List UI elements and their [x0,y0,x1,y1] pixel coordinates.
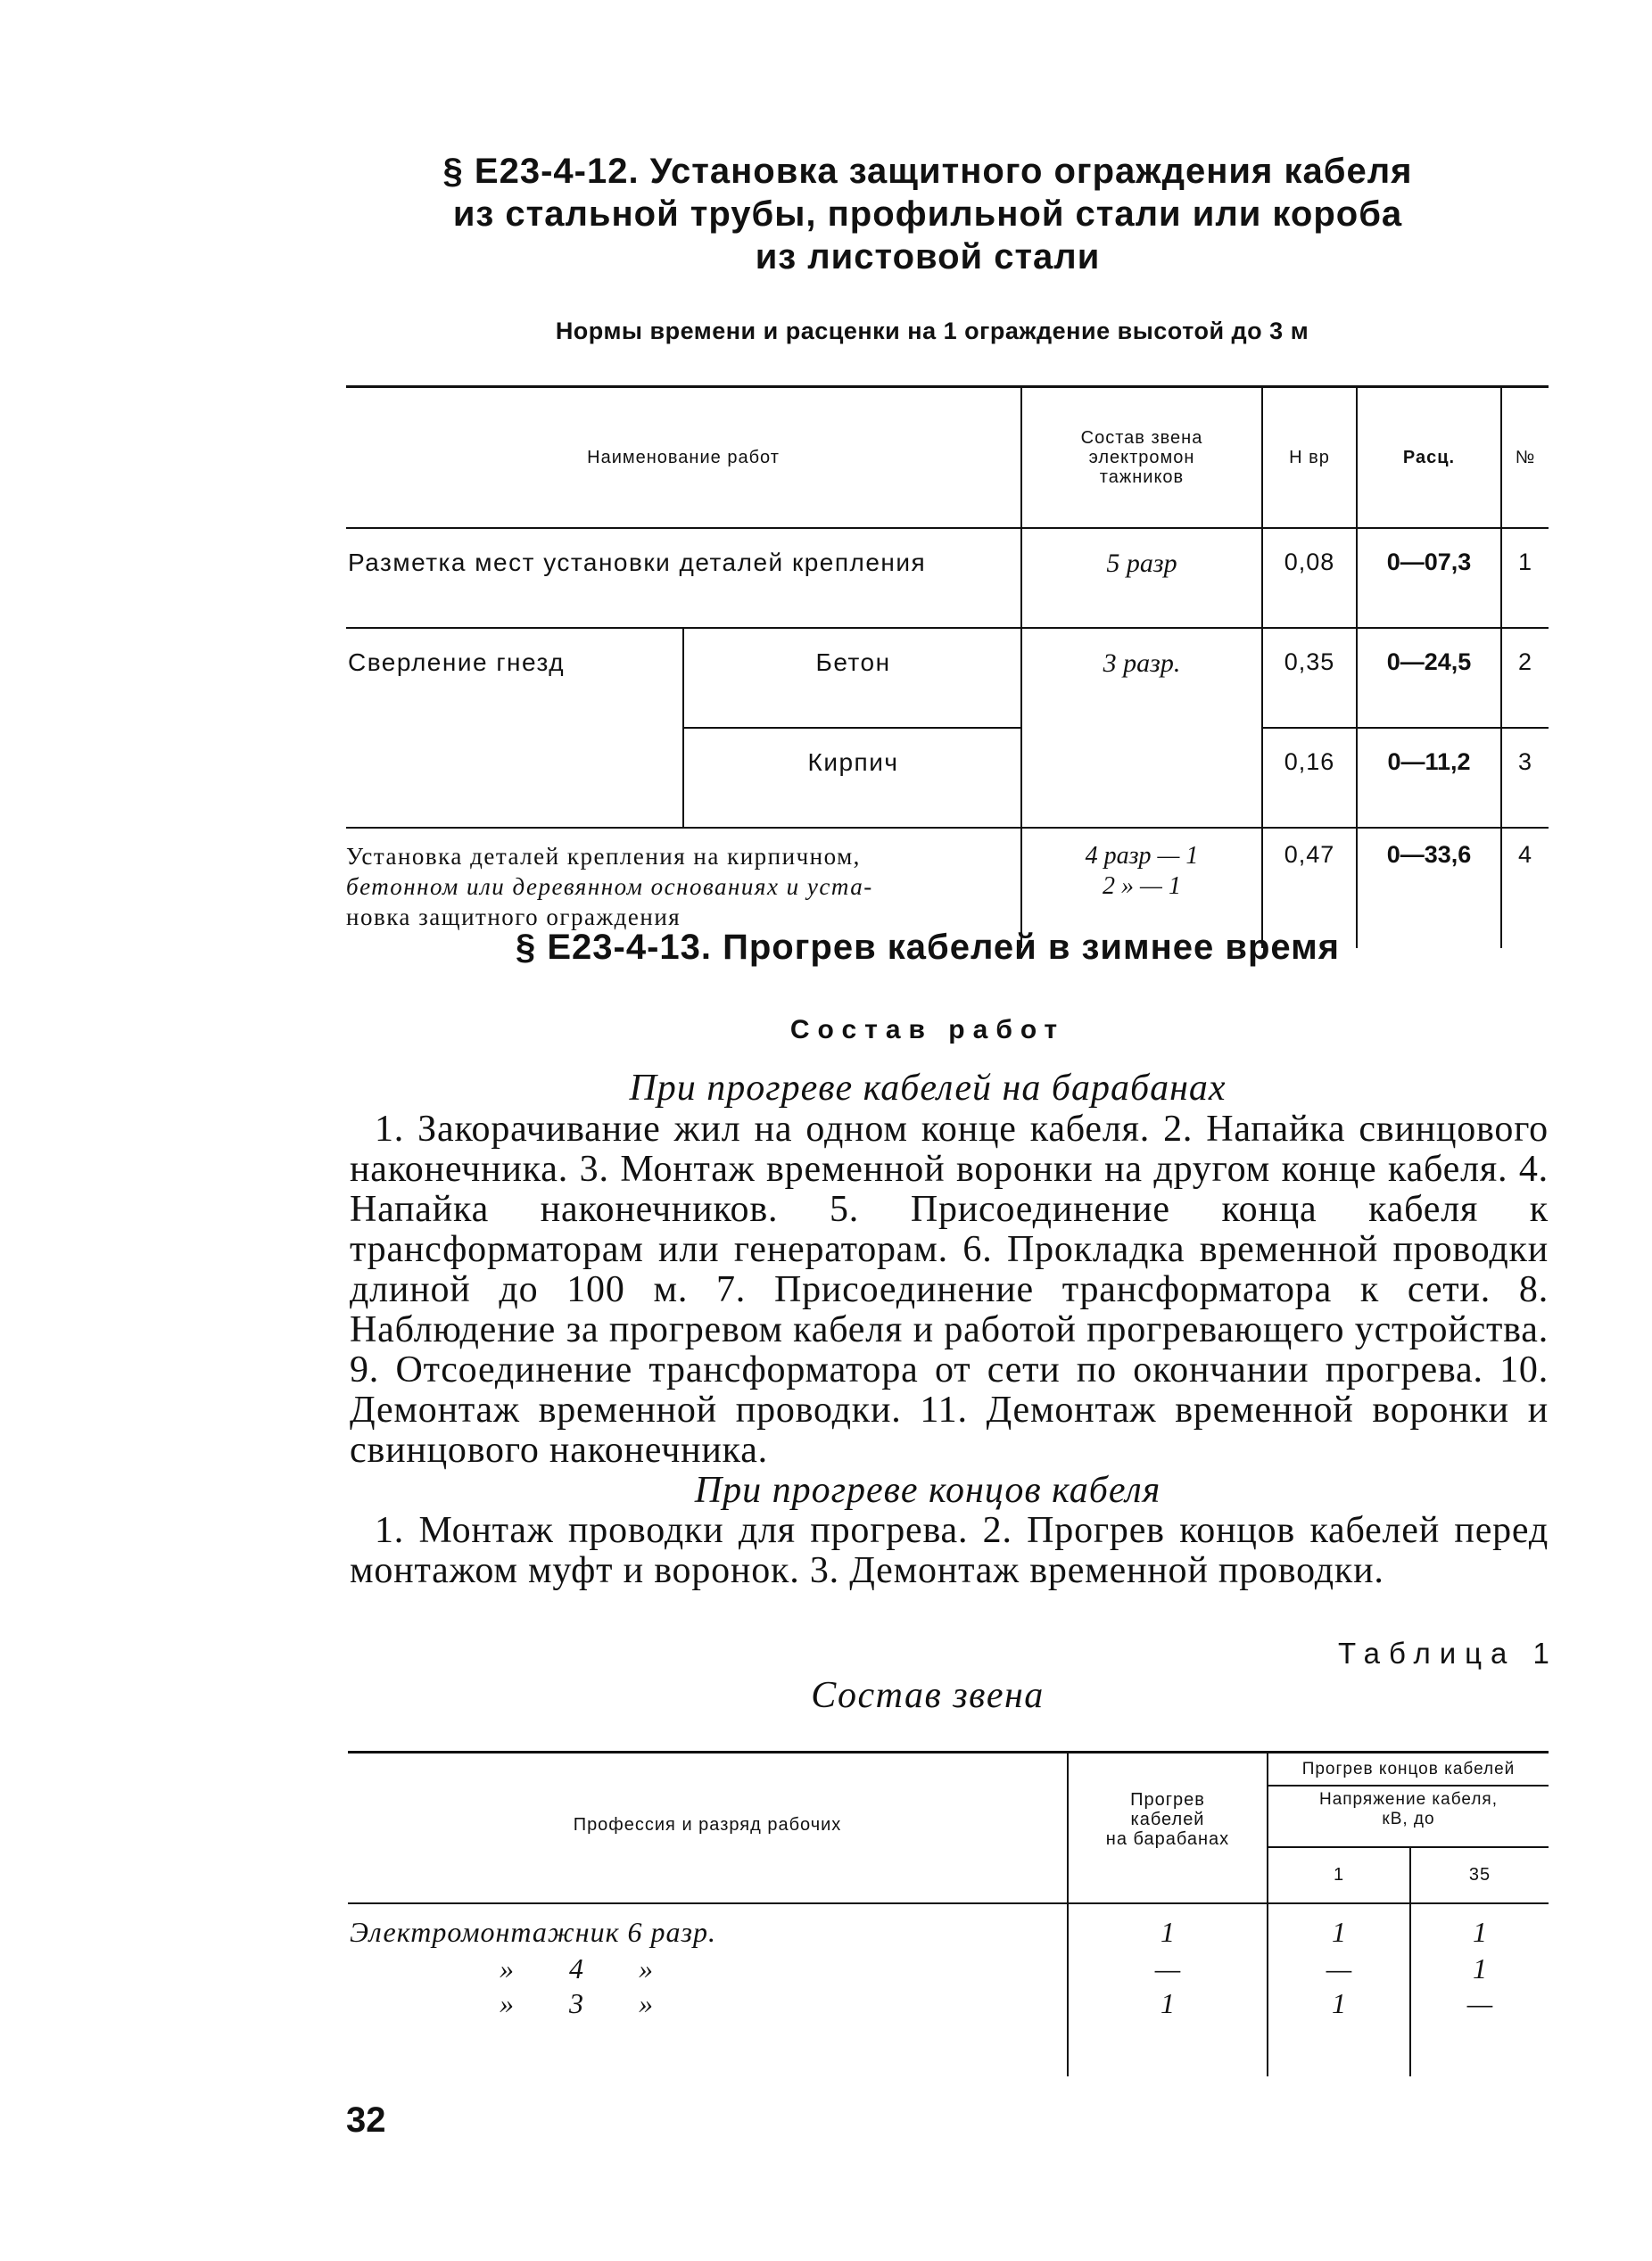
section-title-line: § Е23-4-12. Установка защитного ограждения кабеля [442,152,1413,191]
row-drums: 1 [1161,1987,1175,2019]
composition-title: Состав работ [789,1015,1066,1044]
header-crew [1021,387,1262,529]
row-profession: » 3 » [500,1987,654,2019]
row-v35: 1 [1473,1916,1487,1948]
row-profession: » 4 » [500,1952,654,1985]
row-num: 1 [1501,528,1549,628]
row-rate: 0—07,3 [1357,528,1501,628]
table-row [346,628,1549,728]
header-crew-line: электромон [1088,448,1195,467]
header-v1: 1 [1333,1865,1345,1885]
table-top-rule [348,1751,1549,1754]
ends-subtitle: При прогреве концов кабеля [694,1470,1161,1511]
header-subrule [1268,1846,1549,1848]
header-voltage-line: Напряжение кабеля, [1318,1790,1498,1809]
row-rate: 0—11,2 [1357,728,1501,828]
row-v1: — [1326,1952,1352,1985]
header-ends: Прогрев концов кабелей [1301,1760,1516,1778]
row-norm: 0,35 [1262,628,1357,728]
header-drums-line: кабелей [1130,1810,1205,1829]
row-v35: — [1466,1987,1493,2019]
row-work-name-line: бетонном или деревянном основаниях и уста- [346,873,873,900]
table-row [346,528,1549,628]
header-drums-line: Прогрев [1130,1790,1205,1810]
drums-paragraph: 1. Закорачивание жил на одном конце кабеля. 2. Напайка свинцового наконечника. 3. Монтаж временной воронки на другом конце кабеля. 4. Напайка наконечников. 5. Присоединение конца кабеля к трансформаторам или генераторам. 6. Прокладка временной проводки длиной до 100 м. 7. Присоединение трансформатора к сети. 8. Наблюдение за прогревом кабеля и работой прогревающего устройства. 9. Отсоединение трансформатора от сети по окончании прогрева. 10. Демонтаж временной проводки. 11. Демонтаж временной воронки и свинцового наконечника. [350,1109,1549,1471]
header-num: № [1501,387,1549,529]
row-v1: 1 [1332,1987,1346,2019]
row-crew [1021,728,1262,828]
table-header-rule [348,1902,1549,1904]
table-label: Таблица 1 [1338,1637,1558,1670]
row-work-name: Сверление гнезд [346,628,683,828]
row-material: Кирпич [683,728,1021,828]
row-norm: 0,47 [1262,828,1357,948]
section-title-e23-4-13: § Е23-4-13. Прогрев кабелей в зимнее время [515,928,1341,967]
table-header-row [346,387,1549,529]
row-crew: 5 разр [1021,528,1262,628]
header-work-name: Наименование работ [346,387,1021,529]
row-rate: 0—33,6 [1357,828,1501,948]
row-num: 4 [1517,841,1533,868]
row-crew: 3 разр. [1021,628,1262,728]
row-work-name-line: новка защитного ограждения [346,904,681,930]
row-norm: 0,16 [1262,728,1357,828]
header-crew-line: тажников [1099,467,1185,487]
row-work-name: Разметка мест установки деталей крепления [346,528,1021,628]
row-num: 3 [1501,728,1549,828]
row-v1: 1 [1332,1916,1346,1948]
section-title-e23-4-12 [357,150,1499,278]
row-material: Бетон [683,628,1021,728]
row-num: 2 [1501,628,1549,728]
norms-caption: Нормы времени и расценки на 1 ограждение высотой до 3 м [555,318,1309,344]
page-number: 32 [346,2100,386,2140]
header-voltage-line: кВ, до [1382,1810,1435,1828]
header-voltage [1268,1790,1549,1829]
row-crew-line: 4 разр — 1 [1085,842,1199,870]
row-drums: — [1154,1952,1181,1985]
section-title-line: из стальной трубы, профильной стали или короба [452,194,1403,234]
header-profession: Профессия и разряд рабочих [573,1815,842,1835]
section-title-line: из листовой стали [755,237,1101,276]
norms-table [346,385,1549,948]
row-drums: 1 [1161,1916,1175,1948]
header-subrule [1268,1785,1549,1787]
row-work-name-line: Установка деталей крепления на кирпичном, [346,843,861,870]
header-norm: Н вр [1262,387,1357,529]
row-norm: 0,08 [1262,528,1357,628]
header-rate: Расц. [1357,387,1501,529]
ends-paragraph: 1. Монтаж проводки для прогрева. 2. Прогрев концов кабелей перед монтажом муфт и воронок. 3. Демонтаж временной проводки. [350,1510,1549,1591]
header-drums [1069,1790,1267,1849]
row-rate: 0—24,5 [1357,628,1501,728]
row-profession: Электромонтажник 6 разр. [350,1916,717,1948]
drums-subtitle: При прогреве кабелей на барабанах [629,1068,1227,1109]
header-crew-line: Состав звена [1080,428,1203,448]
crew-table [348,1751,1549,2076]
header-v35: 35 [1468,1865,1491,1885]
header-drums-line: на барабанах [1105,1829,1230,1849]
row-v35: 1 [1473,1952,1487,1985]
row-crew-line: 2 » — 1 [1103,872,1181,900]
table-title: Состав звена [811,1675,1045,1716]
